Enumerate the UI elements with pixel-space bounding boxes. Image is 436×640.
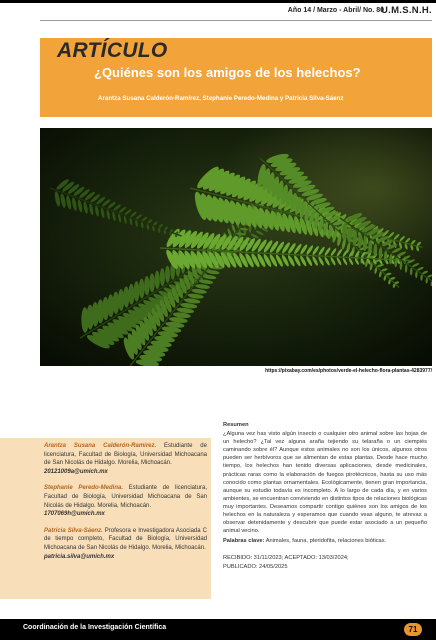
issue-label: Año 14 / Marzo - Abril/ No. 80 (287, 7, 384, 14)
author-email[interactable]: 20121009a@umich.mx (44, 468, 108, 475)
author-name: Stephanie Peredo-Medina. (44, 485, 123, 492)
top-rule (0, 0, 436, 3)
photo-credit: https://pixabay.com/es/photos/verde-el-helecho-flora-plantas-4283977/ (265, 368, 432, 374)
abstract-body: ¿Alguna vez has visto algún insecto o cualquier otro animal sobre las hojas de un helecho? ¿Tal vez alguna araña tejiendo su telaraña o un ciempiés caminando sobre él? Aunque estos animales no son los únicos, algunos otros pueden ser herbívoros que se alimentan de estas plantas. Desde hace mucho tiempo, los helechos han tenido diversas aplicaciones, desde medicinales, prácticas raras como la elaboración de fuegos pirotécnicos, hasta su uso más conocido como plantas ornamentales. Ecológicamente, tienen gran importancia, aunque su estudio todavía es incompleto. A lo largo de cada día, y en varios ambientes, se encuentran conviviendo en distintos tipos de relaciones biológicas muy importantes. Deseamos compartir contigo quiénes son los amigos de los helechos en la naturaleza y esperamos que cuando veas alguno, te atrevas a observar detenidamente y descubrir que puede estar asociado a un pequeño animal vecino. (223, 431, 427, 535)
keywords-list: Animales, fauna, pteridofita, relaciones bióticas. (264, 538, 387, 545)
author-name: Arantza Susana Calderón-Ramírez. (44, 443, 157, 449)
author-affiliation: Profesora e Investigadora Asociada C de tiempo completo, Facultad de Biología, Universidad Michoacana de San Nicolás de Hidalgo. Morelia, Michoacán. (44, 527, 207, 551)
affiliation-1 (44, 442, 207, 476)
author-affiliation: Estudiante de licenciatura, Facultad de Biología, Universidad Michoacana de San Nicolás de Hidalgo. Morelia, Michoacán. (44, 443, 207, 467)
dates (223, 554, 427, 570)
abstract (223, 421, 427, 571)
footer-label: Coordinación de la Investigación Científica (23, 624, 167, 631)
published-date: PUBLICADO: 24/05/2025 (223, 563, 288, 570)
article-title: ¿Quiénes son los amigos de los helechos? (94, 65, 361, 80)
journal-brand: U.M.S.N.H. (380, 5, 432, 16)
footer-bar (0, 619, 436, 640)
affiliation-2 (44, 484, 207, 518)
author-affiliation: Estudiante de licenciatura, Facultad de Biología, Universidad Michoacana de San Nicolás de Hidalgo. Morelia, Michoacán. (44, 485, 207, 509)
section-label: ARTÍCULO (57, 39, 168, 62)
received-date: RECIBIDO: 31/11/2023; ACEPTADO: 13/03/2024; (223, 555, 349, 562)
author-affiliations (0, 438, 211, 599)
article-banner (40, 38, 432, 117)
affiliation-3 (44, 527, 207, 561)
fern-photo (40, 128, 432, 366)
page-number: 71 (404, 623, 422, 636)
keywords-label: Palabras clave: (223, 538, 265, 545)
article-authors: Arantza Susana Calderón-Ramírez, Stephanie Peredo-Medina y Patricia Silva-Sáenz (98, 95, 344, 102)
header-divider (40, 20, 432, 21)
author-name: Patricia Silva-Sáenz. (44, 527, 103, 534)
abstract-title: Resumen (223, 422, 249, 428)
keywords (223, 537, 427, 545)
author-email[interactable]: patricia.silva@umich.mx (44, 553, 115, 560)
author-email[interactable]: 1707069h@umich.mx (44, 511, 105, 518)
